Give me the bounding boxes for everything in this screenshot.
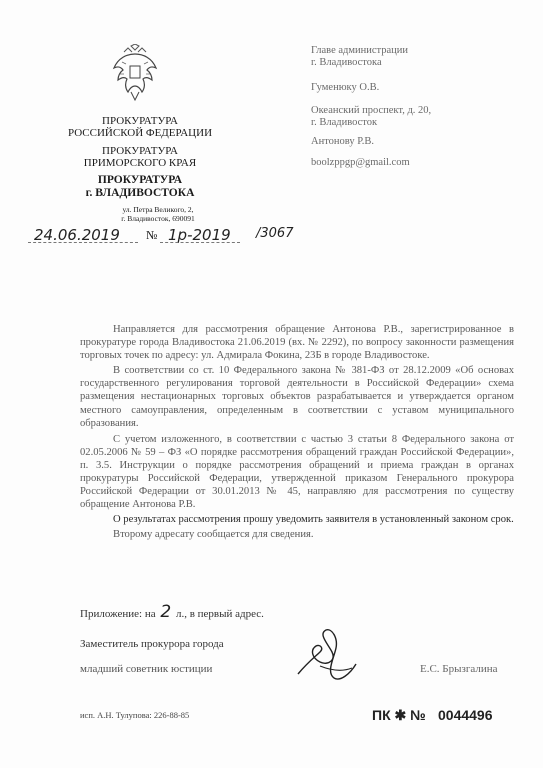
recipient-line: Океанский проспект, д. 20, [311, 105, 432, 116]
recipient-line: Антонову Р.В. [311, 136, 375, 147]
org-name-line: ПРИМОРСКОГО КРАЯ [83, 157, 197, 169]
org-name-line: г. ВЛАДИВОСТОКА [85, 187, 195, 199]
reg-number: 1р-2019 [168, 226, 231, 244]
org-name-line: ПРОКУРАТУРА [97, 174, 183, 186]
signatory-title: Заместитель прокурора города [80, 638, 224, 650]
reg-date-underline [28, 242, 138, 243]
serial-label: ПК ✱ № [372, 707, 426, 723]
recipient-line: г. Владивостока [311, 57, 382, 68]
body-paragraph: В соответствии со ст. 10 Федерального закона № 381-ФЗ от 28.12.2009 «Об основах государственного регулирования торговой деятельности в Российской Федерации» схема размещения нестационарных торговых объектов разрабатывается и утверждается органом местного самоуправления, определенным в соответствии с уставом муниципального образования. [80, 365, 514, 429]
org-name-line: ПРОКУРАТУРА [102, 115, 178, 127]
org-address: г. Владивосток, 690091 [121, 214, 195, 223]
body-paragraph: О результатах рассмотрения прошу уведомить заявителя в установленный законом срок. [113, 514, 514, 526]
signatory-rank: младший советник юстиции [80, 663, 213, 675]
serial-number: 0044496 [438, 707, 493, 723]
attachment-line [80, 602, 264, 622]
body-paragraph: Второму адресату сообщается для сведения. [113, 529, 314, 541]
attachment-prefix: Приложение: на [80, 608, 156, 620]
org-name-line: РОССИЙСКОЙ ФЕДЕРАЦИИ [67, 127, 213, 139]
attachment-suffix: л., в первый адрес. [175, 608, 264, 620]
reg-number-underline [160, 242, 240, 243]
executor-line: исп. А.Н. Тулупова: 226-88-85 [80, 710, 190, 720]
recipient-line: г. Владивосток [311, 117, 378, 128]
body-paragraph: Направляется для рассмотрения обращение Антонова Р.В., зарегистрированное в прокуратуре города Владивостока 21.06.2019 (вх. № 2292), по вопросу законности размещения торговых точек по адресу: ул. Адмирала Фокина, 23Б в городе Владивостоке. [80, 324, 514, 362]
recipient-line: Гуменюку О.В. [311, 82, 380, 93]
reg-no-label: № [146, 228, 158, 242]
reg-extra-number: /3067 [256, 226, 294, 241]
signatory-name: Е.С. Брызгалина [420, 663, 498, 675]
handwritten-signature [290, 622, 370, 692]
attachment-count: 2 [160, 602, 172, 622]
coat-of-arms-emblem [112, 44, 158, 102]
org-address: ул. Петра Великого, 2, [122, 205, 194, 214]
letter-body [80, 323, 514, 542]
org-name-line: ПРОКУРАТУРА [102, 145, 178, 157]
reg-date: 24.06.2019 [34, 226, 120, 244]
recipient-line: Главе администрации [311, 45, 409, 56]
body-paragraph: С учетом изложенного, в соответствии с частью 3 статьи 8 Федерального закона от 02.05.2006 № 59 – ФЗ «О порядке рассмотрения обращений граждан Российской Федерации», п. 3.5. Инструкции о порядке рассмотрения обращений и приема граждан в органах прокуратуры Российской Федерации, утвержденной приказом Генерального прокурора Российской Федерации от 30.01.2013 № 45, направляю для рассмотрения по существу обращение Антонова Р.В. [80, 433, 514, 511]
recipient-email: boolzppgp@gmail.com [311, 157, 410, 168]
